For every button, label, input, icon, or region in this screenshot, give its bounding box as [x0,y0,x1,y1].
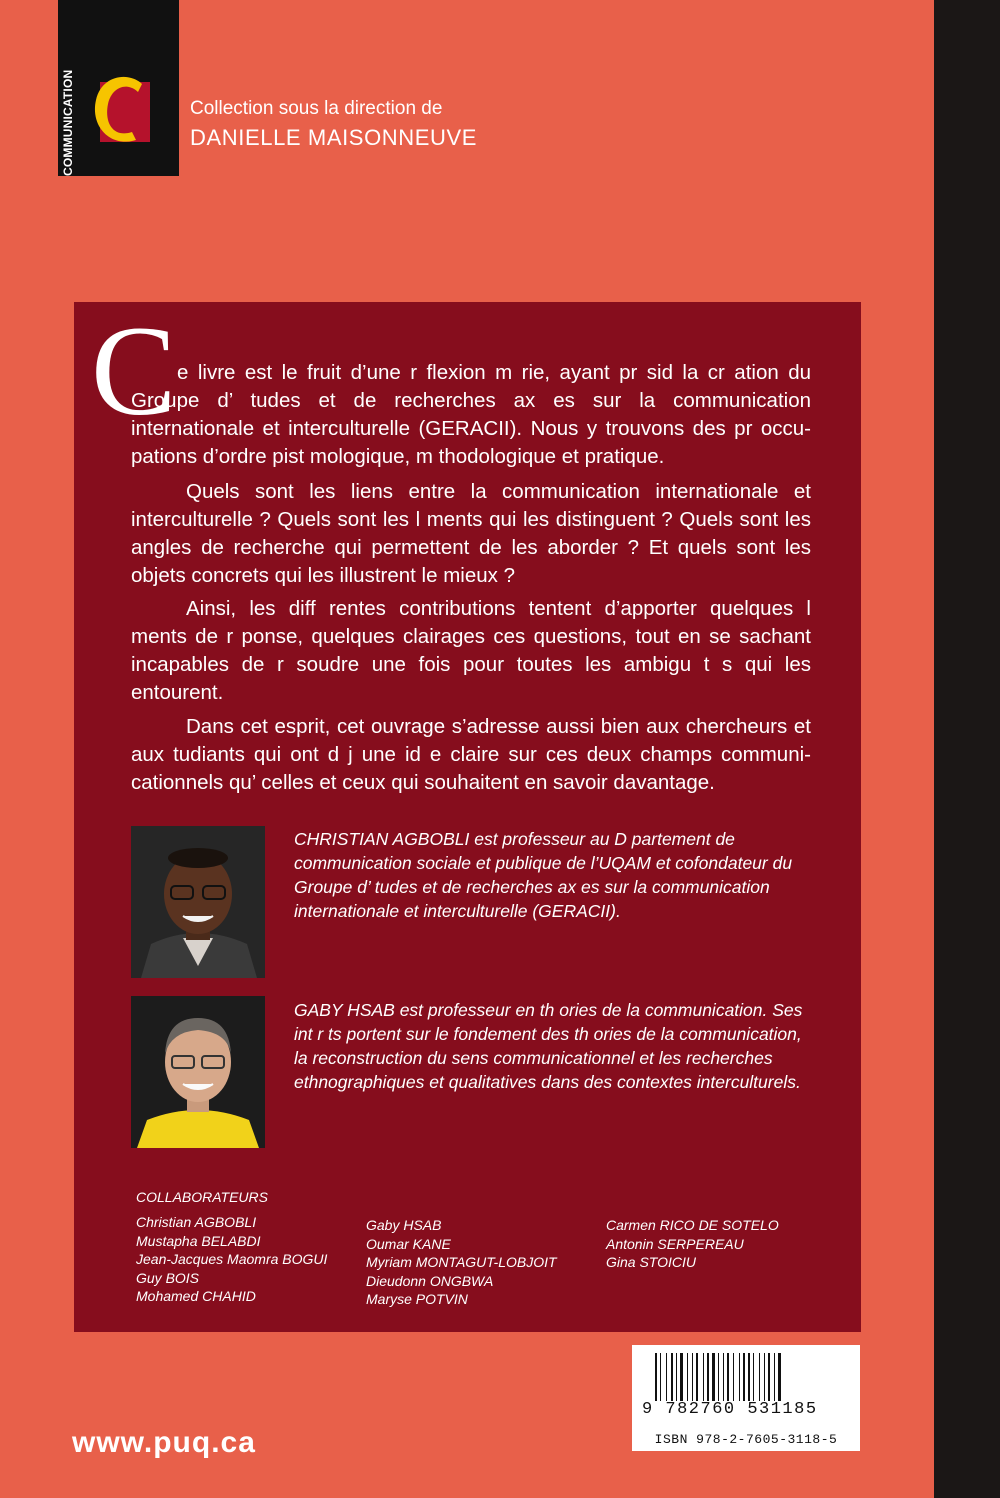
barcode-bars [655,1353,840,1401]
description-paragraph-4: Dans cet esprit, cet ouvrage s’adresse aussi bien aux chercheurs et aux tudiants qui ont d j une id e claire sur ces deux champs communicationnels qu’ celles et ceux qui souhaitent en savoir davantage. [131,715,811,794]
collaborator-name: Myriam MONTAGUT-LOBJOIT [366,1254,557,1270]
collaborator-name: Mustapha BELABDI [136,1232,261,1249]
collaborator-name: Antonin SERPEREAU [606,1235,744,1252]
collaborator-name: Dieudonn ONGBWA [366,1272,494,1289]
portrait-2-image [131,996,265,1148]
collaborator-name: Mohamed CHAHID [136,1288,256,1304]
series-logo [88,70,158,150]
collaborator-name: Maryse POTVIN [366,1291,468,1307]
collaborators-title: COLLABORATEURS [136,1189,268,1205]
collaborators-column-3 [606,1216,779,1272]
barcode-digits: 9 782760 531185 [642,1400,818,1419]
author-photo-1 [131,826,265,978]
collaborator-name: Gina STOICIU [606,1254,696,1270]
description-paragraph-1: e livre est le fruit d’une r flexion m rie, ayant pr sid la cr ation du Groupe d’ tudes et de recherches ax es sur la communication internationale et interculturelle (GERACII). Nous y trouvons des pr occupations d’ordre pist mologique, m thodologique et pratique. [131,361,811,468]
collaborator-name: Gaby HSAB [366,1217,442,1233]
collaborator-name: Christian AGBOBLI [136,1214,257,1230]
portrait-1-image [131,826,265,978]
series-vertical-label: COMMUNICATION [61,69,75,176]
publisher-website-link[interactable]: www.puq.ca [72,1426,256,1459]
author-photo-2 [131,996,265,1148]
collaborator-name: Oumar KANE [366,1235,451,1252]
collaborator-name: Jean-Jacques Maomra BOGUI [136,1251,328,1267]
collection-director: DANIELLE MAISONNEUVE [190,125,478,150]
drop-cap: C [91,300,177,442]
collection-label: Collection sous la direction de [190,98,443,119]
collaborators-column-2 [366,1216,557,1309]
description-paragraph-3: Ainsi, les diff rentes contributions tentent d’apporter quelques l ments de r ponse, quelques clairages ces questions, tout en se sachant incapables de r soudre une fois pour toutes les ambigu t s qui les entourent. [131,597,811,704]
collaborators-column-1 [136,1213,327,1306]
book-spine-edge [934,0,1000,1498]
isbn-label: ISBN 978-2-7605-3118-5 [654,1432,838,1447]
collaborator-name: Guy BOIS [136,1269,200,1286]
author-bio-1: CHRISTIAN AGBOBLI est professeur au D partement de communication sociale et publique de l’UQAM et cofondateur du Groupe d’ tudes et de recherches ax es sur la communication internationale et interculturelle (GERACII). [294,829,793,921]
collaborator-name: Carmen RICO DE SOTELO [606,1217,779,1233]
description-paragraph-2: Quels sont les liens entre la communication internationale et interculturelle ? Quels sont les l ments qui les distinguent ? Quels sont les angles de recherche qui permettent de les aborder ? Et quels sont les objets concrets qui les illustrent le mieux ? [131,480,811,587]
author-bio-2: GABY HSAB est professeur en th ories de la communication. Ses int r ts portent sur le fondement des th ories de la communication, la reconstruction du sens communicationnel et les recherches ethnographiques et qualitatives dans des contextes interculturels. [294,1000,803,1092]
